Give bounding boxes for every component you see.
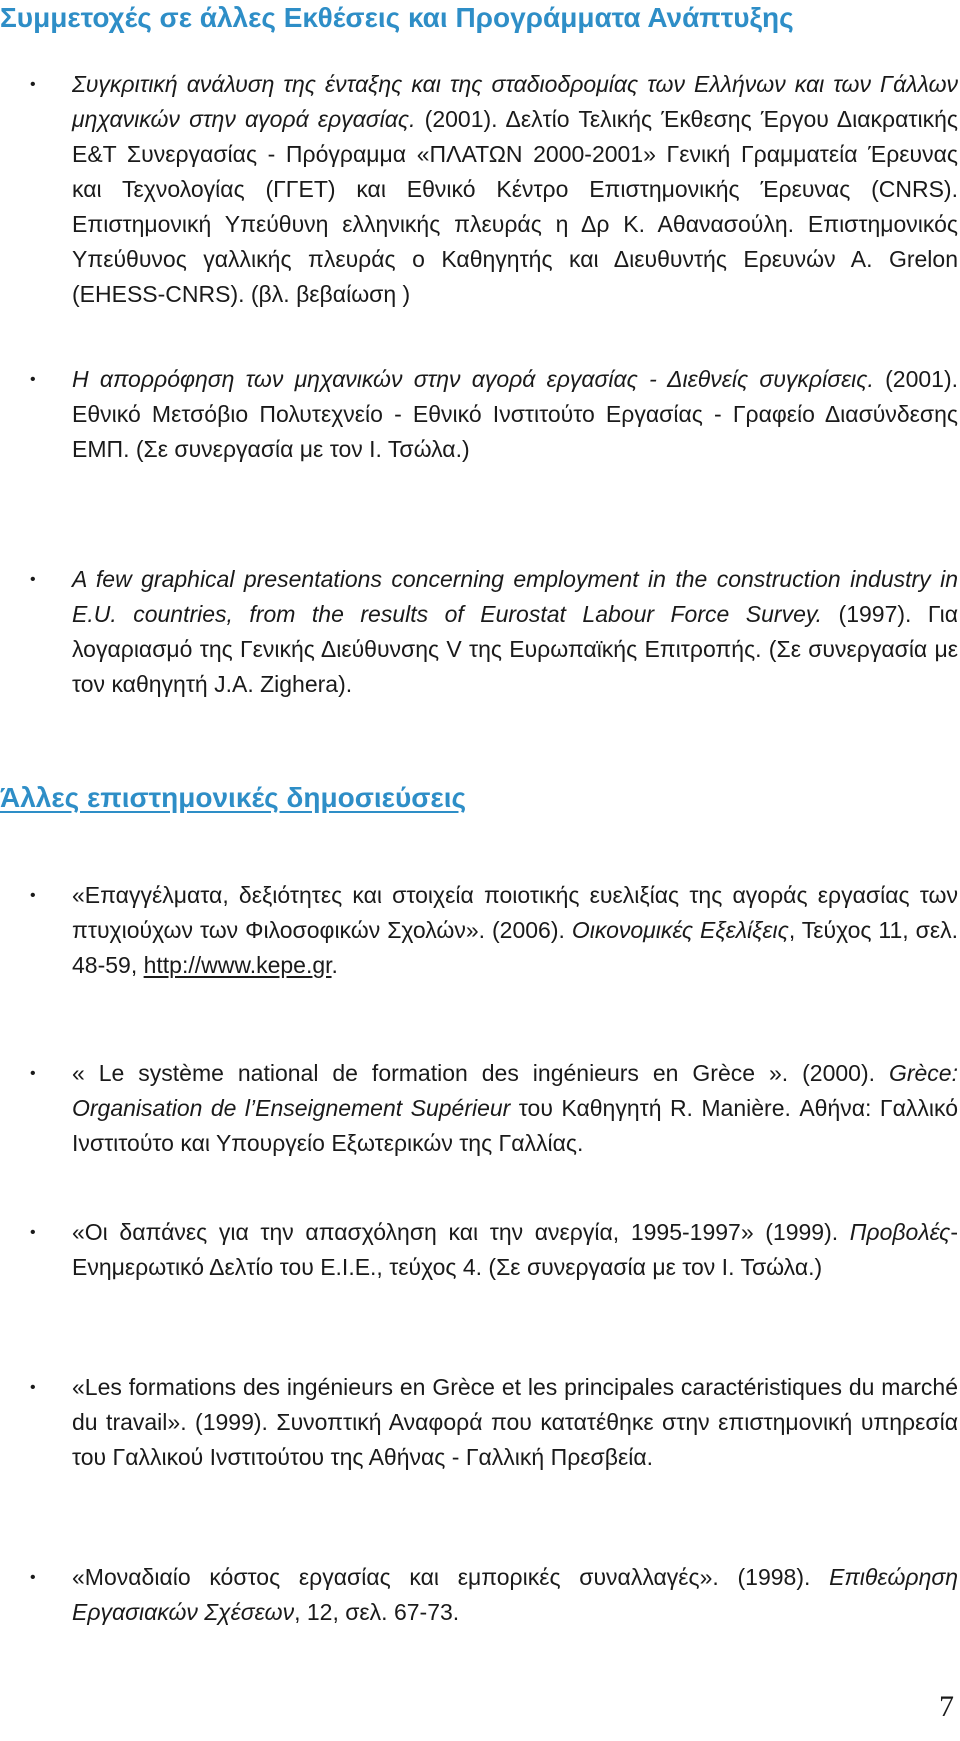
item-text: . <box>331 952 338 978</box>
journal-title: Προβολές <box>849 1219 951 1245</box>
journal-title: Επιθεώρηση Εργασιακών Σχέσεων <box>72 1564 958 1625</box>
journal-title: Οικονομικές Εξελίξεις <box>571 917 789 943</box>
bullet: • <box>30 76 36 93</box>
list-item <box>30 362 958 467</box>
bullet: • <box>30 1379 36 1396</box>
list-item <box>30 1560 958 1630</box>
page-number: 7 <box>939 1690 954 1723</box>
bullet: • <box>30 1569 36 1586</box>
list-item <box>30 1215 958 1285</box>
item-text: «Επαγγέλματα, δεξιότητες και στοιχεία ποιοτικής ευελιξίας της αγοράς εργασίας των πτυχιούχων των Φιλοσοφικών Σχολών». (2006). <box>72 882 958 943</box>
book-title: Grèce: Organisation de l’Enseignement Supérieur <box>72 1060 958 1121</box>
list-item <box>30 67 958 312</box>
bullet: • <box>30 887 36 904</box>
item-text: «Οι δαπάνες για την απασχόληση και την ανεργία, 1995-1997» (1999). <box>72 1219 850 1245</box>
section-heading-publications: Άλλες επιστημονικές δημοσιεύσεις <box>0 782 467 813</box>
item-text: «Les formations des ingénieurs en Grèce et les principales caractéristiques du marché du travail». (1999). Συνοπτική Αναφορά που κατατέθηκε στην επιστημονική υπηρεσία του Γαλλικού Ινστιτούτου της Αθήνας - Γαλλική Πρεσβεία. <box>72 1374 958 1470</box>
list-item <box>30 1370 958 1475</box>
item-title: Η απορρόφηση των μηχανικών στην αγορά εργασίας - Διεθνείς συγκρίσεις. <box>72 366 874 392</box>
item-text: , Τεύχος 11, σελ. 48-59, <box>72 917 959 978</box>
bullet: • <box>30 1224 36 1241</box>
item-text: (1997). Για λογαριασμό της Γενικής Διεύθυνσης V της Ευρωπαϊκής Επιτροπής. (Σε συνεργασία με τον καθηγητή J.A. Zighera). <box>72 601 958 697</box>
bullet: • <box>30 371 36 388</box>
bullet: • <box>30 571 36 588</box>
list-item <box>30 878 959 983</box>
item-text: του Καθηγητή R. Manière. Αθήνα: Γαλλικό Ινστιτούτο και Υπουργείο Εξωτερικών της Γαλλίας. <box>72 1095 958 1156</box>
item-text: (2001). Δελτίο Τελικής Έκθεσης Έργου Διακρατικής Ε&Τ Συνεργασίας - Πρόγραμμα «ΠΛΑΤΩΝ 2000-2001» Γενική Γραμματεία Έρευνας και Τεχνολογίας (ΓΓΕΤ) και Εθνικό Κέντρο Επιστημονικής Έρευνας (CNRS). Επιστημονική Υπεύθυνη ελληνικής πλευράς η Δρ Κ. Αθανασούλη. Επιστημονικός Υπεύθυνος γαλλικής πλευράς ο Καθηγητής και Διευθυντής Ερευνών Α. Grelon (EHESS-CNRS). (βλ. βεβαίωση ) <box>72 106 958 307</box>
website-link[interactable]: http://www.kepe.gr <box>143 952 332 978</box>
item-text: -Ενημερωτικό Δελτίο του Ε.Ι.Ε., τεύχος 4. (Σε συνεργασία με τον Ι. Τσώλα.) <box>72 1219 958 1280</box>
list-item <box>30 562 958 702</box>
item-text: «Μοναδιαίο κόστος εργασίας και εμπορικές συναλλαγές». (1998). <box>72 1564 830 1590</box>
list-item <box>30 1056 958 1161</box>
item-text: (2001). Εθνικό Μετσόβιο Πολυτεχνείο - Εθνικό Ινστιτούτο Εργασίας - Γραφείο Διασύνδεσης ΕΜΠ. (Σε συνεργασία με τον Ι. Τσώλα.) <box>72 366 958 462</box>
item-title: Συγκριτική ανάλυση της ένταξης και της σταδιοδρομίας των Ελλήνων και των Γάλλων μηχανικών στην αγορά εργασίας. <box>72 71 958 132</box>
item-text: « Le système national de formation des ingénieurs en Grèce ». (2000). <box>72 1060 889 1086</box>
bullet: • <box>30 1065 36 1082</box>
section-heading-programs: Συμμετοχές σε άλλες Εκθέσεις και Προγράμματα Ανάπτυξης <box>0 2 794 33</box>
item-title: A few graphical presentations concerning employment in the construction industry in E.U. countries, from the results of Eurostat Labour Force Survey. <box>72 566 958 627</box>
item-text: , 12, σελ. 67-73. <box>294 1599 460 1625</box>
